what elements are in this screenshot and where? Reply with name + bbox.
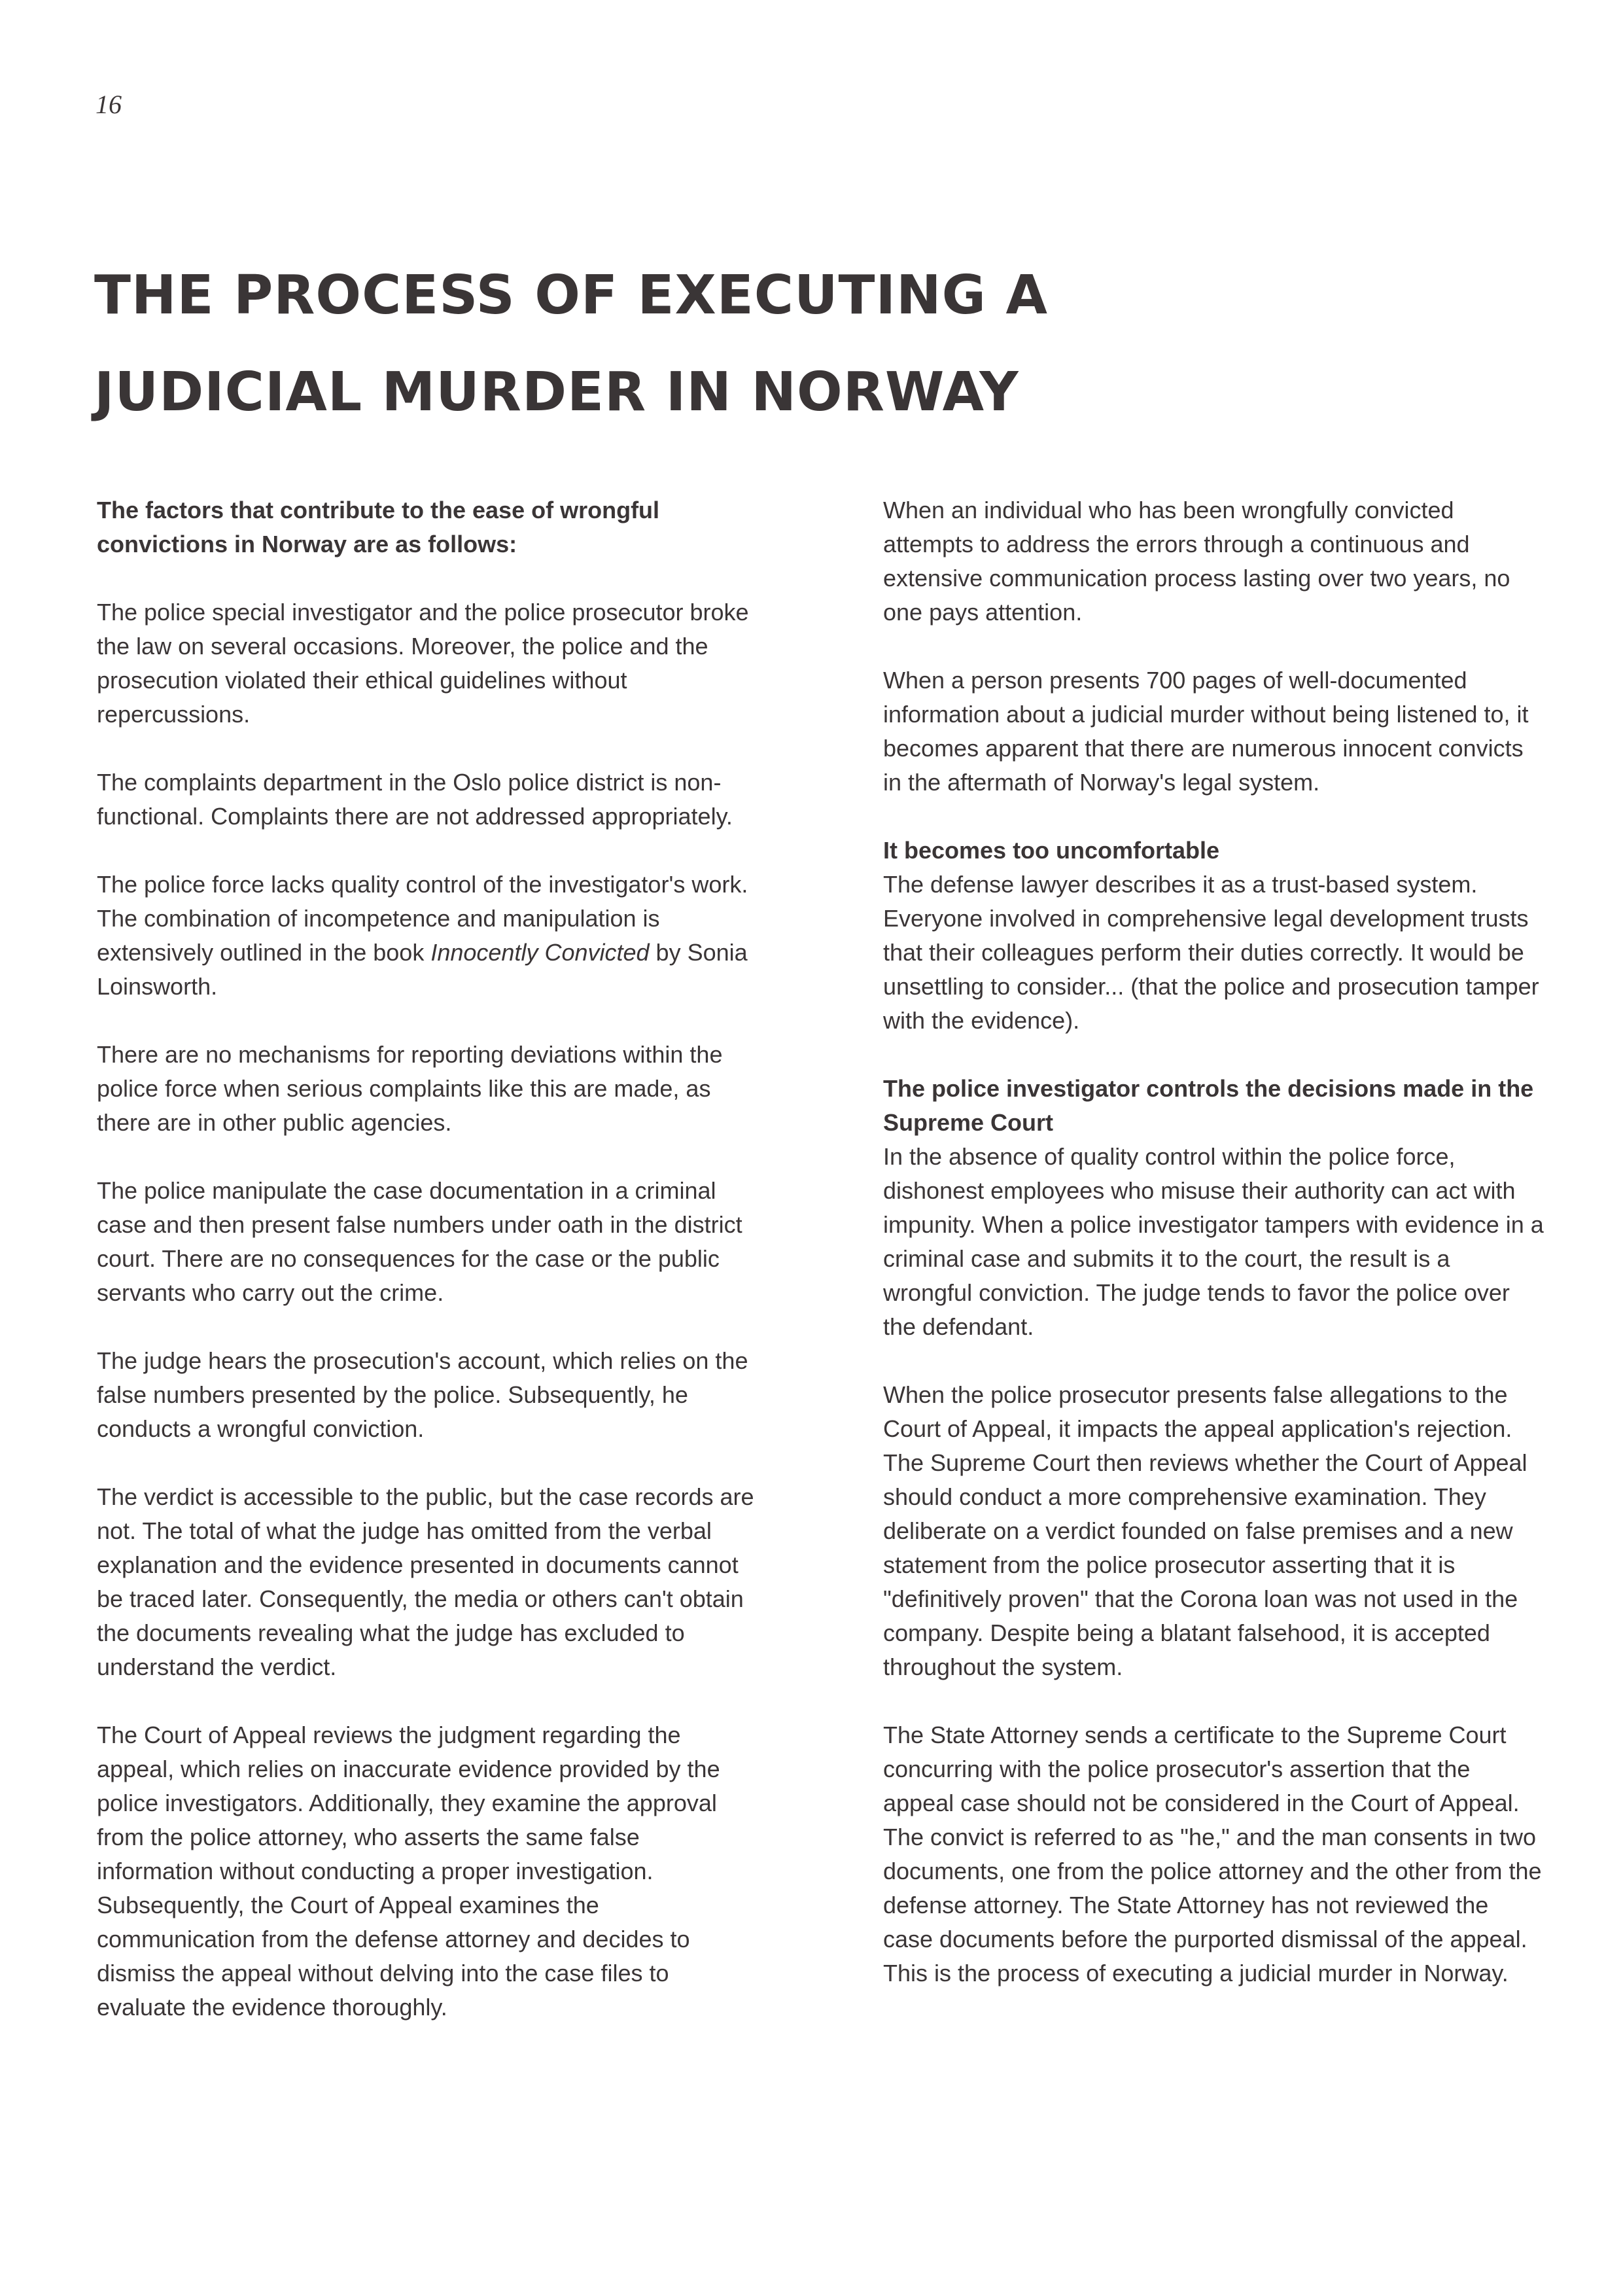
paragraph: The complaints department in the Oslo police district is non-functional. Complaints there are not addressed appropriately. (97, 769, 733, 830)
section-body: In the absence of quality control within the police force, dishonest employees who misuse their authority can act with impunity. When a police investigator tampers with evidence in a criminal case and submits it to the court, the result is a wrongful conviction. The judge tends to favor the police over the defendant. (883, 1143, 1544, 1340)
paragraph: The police special investigator and the police prosecutor broke the law on several occasions. Moreover, the police and the prosecution violated their ethical guidelines without repercussions. (97, 599, 749, 728)
paragraph: The verdict is accessible to the public, but the case records are not. The total of what the judge has omitted from the verbal explanation and the evidence presented in documents cannot be traced later. Consequently, the media or others can't obtain the documents revealing what the judge has excluded to understand the verdict. (97, 1483, 754, 1680)
section-supreme-court (883, 1072, 1544, 1344)
left-column (97, 493, 758, 2058)
paragraph: When the police prosecutor presents false allegations to the Court of Appeal, it impacts the appeal application's rejection. The Supreme Court then reviews whether the Court of Appeal should conduct a more comprehensive examination. They deliberate on a verdict founded on false premises and a new statement from the police prosecutor asserting that it is "definitively proven" that the Corona loan was not used in the company. Despite being a blatant falsehood, it is accepted throughout the system. (883, 1381, 1527, 1680)
paragraph: The State Attorney sends a certificate to the Supreme Court concurring with the police prosecutor's assertion that the appeal case should not be considered in the Court of Appeal. The convict is referred to as "he," and the man consents in two documents, one from the police attorney and the other from the defense attorney. The State Attorney has not reviewed the case documents before the purported dismissal of the appeal. This is the process of executing a judicial murder in Norway. (883, 1722, 1542, 1987)
page-title (94, 247, 1337, 441)
paragraph: The judge hears the prosecution's account, which relies on the false numbers presented by the police. Subsequently, he conducts a wrongful conviction. (97, 1347, 748, 1442)
section-body: The defense lawyer describes it as a trust-based system. Everyone involved in comprehensive legal development trusts that their colleagues perform their duties correctly. It would be unsettling to consider... (that the police and prosecution tamper with the evidence). (883, 871, 1539, 1034)
section-heading: The police investigator controls the decisions made in the Supreme Court (883, 1075, 1534, 1136)
intro-paragraph: The factors that contribute to the ease of wrongful convictions in Norway are as follows: (97, 497, 660, 557)
paragraph-text: The police force lacks quality control of the investigator's work. The combination of incompetence and manipulation is extensively outlined in the book (97, 871, 748, 966)
section-heading: It becomes too uncomfortable (883, 837, 1220, 864)
section-uncomfortable (883, 834, 1544, 1038)
page-title-line-2: JUDICIAL MURDER IN NORWAY (94, 361, 1019, 423)
page-title-line-1: THE PROCESS OF EXECUTING A (94, 264, 1048, 327)
paragraph: When a person presents 700 pages of well-documented information about a judicial murder without being listened to, it becomes apparent that there are numerous innocent convicts in the aftermath of Norway's legal system. (883, 667, 1529, 796)
paragraph: When an individual who has been wrongfully convicted attempts to address the errors through a continuous and extensive communication process lasting over two years, no one pays attention. (883, 497, 1510, 626)
book-author: by Sonia Loinsworth. (97, 939, 748, 1000)
paragraph: There are no mechanisms for reporting deviations within the police force when serious complaints like this are made, as there are in other public agencies. (97, 1041, 723, 1136)
right-column (883, 493, 1544, 2024)
page-number: 16 (96, 90, 122, 119)
paragraph-book-reference (97, 868, 758, 1004)
book-title: Innocently Convicted (430, 939, 650, 966)
paragraph: The police manipulate the case documentation in a criminal case and then present false numbers under oath in the district court. There are no consequences for the case or the public servants who carry out the crime. (97, 1177, 742, 1306)
paragraph: The Court of Appeal reviews the judgment regarding the appeal, which relies on inaccurate evidence provided by the police investigators. Additionally, they examine the approval from the police attorney, who asserts the same false information without conducting a proper investigation. Subsequently, the Court of Appeal examines the communication from the defense attorney and decides to dismiss the appeal without delving into the case files to evaluate the evidence thoroughly. (97, 1722, 720, 2021)
